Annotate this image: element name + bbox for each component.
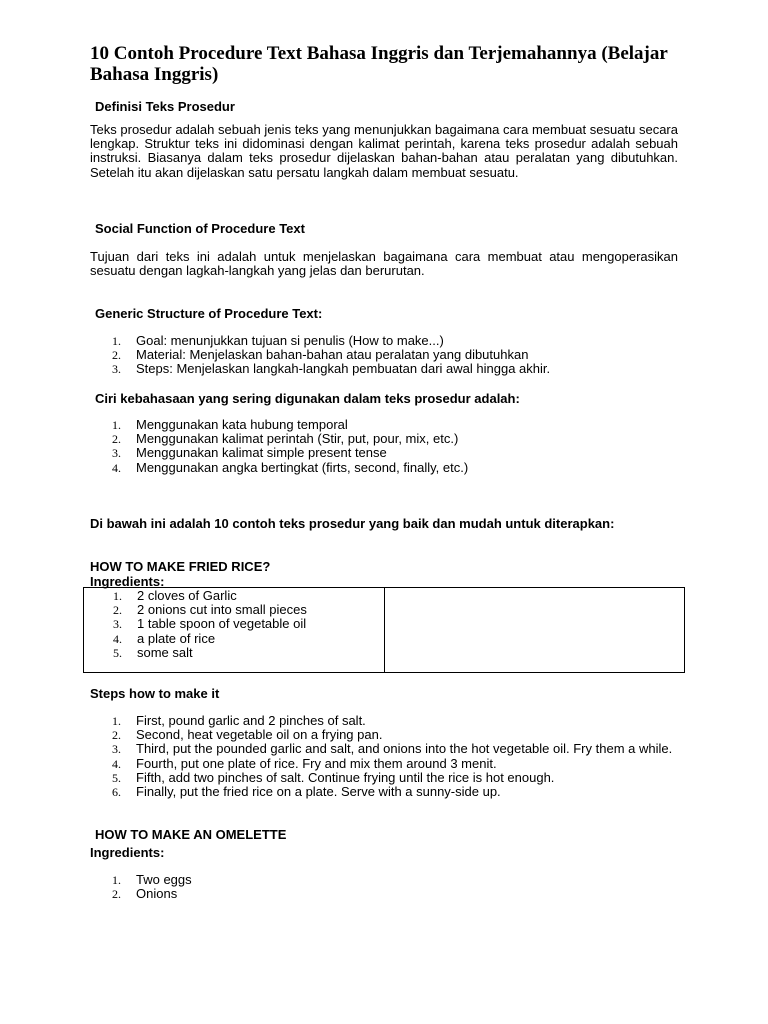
list-text: Material: Menjelaskan bahan-bahan atau peralatan yang dibutuhkan [136, 347, 529, 363]
list-text: Menggunakan angka bertingkat (firts, second, finally, etc.) [136, 459, 469, 475]
omelette-ingredients-list [0, 873, 680, 901]
list-item [0, 334, 680, 348]
omelette-ingredients-label: Ingredients: [90, 845, 165, 860]
language-features-heading: Ciri kebahasaan yang sering digunakan dalam teks prosedur adalah: [95, 391, 520, 406]
list-item [0, 418, 680, 432]
list-number: 1. [112, 873, 121, 887]
list-text: 1 table spoon of vegetable oil [137, 616, 307, 632]
list-number: 1. [112, 418, 121, 432]
examples-intro: Di bawah ini adalah 10 contoh teks prosedur yang baik dan mudah untuk diterapkan: [90, 516, 615, 531]
list-item [1, 646, 381, 660]
list-number: 4. [112, 756, 121, 771]
list-number: 2. [112, 887, 121, 902]
page-title: 10 Contoh Procedure Text Bahasa Inggris dan Terjemahannya (Belajar Bahasa Inggris) [90, 43, 668, 85]
list-text: Goal: menunjukkan tujuan si penulis (How to make...) [136, 333, 444, 348]
list-text: 2 cloves of Garlic [137, 588, 237, 603]
definition-paragraph: Teks prosedur adalah sebuah jenis teks yang menunjukkan bagaimana cara membuat sesuatu secara lengkap. Struktur teks ini didominasi dengan kalimat perintah, karena teks prosedur adalah sebuah instruksi. Biasanya dalam teks prosedur dijelaskan bahan-bahan atau peralatan yang dibutuhkan. Setelah itu akan dijelaskan satu persatu langkah dalam membuat sesuatu. [90, 122, 678, 180]
definition-heading: Definisi Teks Prosedur [95, 99, 235, 114]
fried-rice-steps-label: Steps how to make it [90, 686, 220, 701]
list-item [0, 461, 680, 475]
list-text: Menggunakan kalimat perintah (Stir, put, pour, mix, etc.) [136, 431, 459, 447]
list-item [0, 728, 680, 742]
social-function-paragraph: Tujuan dari teks ini adalah untuk menjelaskan bagaimana cara membuat atau mengoperasikan sesuatu dengan lagkah-langkah yang jelas dan berurutan. [90, 249, 678, 279]
list-item [0, 446, 680, 460]
list-item [1, 603, 381, 617]
list-text: Menggunakan kalimat simple present tense [136, 445, 387, 461]
list-item [0, 785, 680, 799]
list-text: a plate of rice [137, 630, 216, 646]
list-item [0, 771, 680, 785]
list-number: 2. [112, 728, 121, 743]
list-text: Menggunakan kata hubung temporal [136, 417, 348, 432]
list-number: 1. [112, 334, 121, 348]
list-text: some salt [137, 644, 193, 660]
list-text: Two eggs [136, 872, 192, 887]
list-number: 1. [112, 714, 121, 728]
list-text: First, pound garlic and 2 pinches of salt. [136, 713, 366, 728]
list-number: 3. [112, 446, 121, 461]
list-text: 2 onions cut into small pieces [137, 602, 307, 618]
list-item [0, 887, 680, 901]
list-number: 1. [113, 589, 122, 603]
list-number: 3. [112, 362, 121, 377]
fried-rice-ingredients-list [1, 589, 381, 660]
fried-rice-ingredients-table [83, 587, 685, 673]
list-number: 4. [113, 631, 122, 646]
list-item [1, 617, 381, 631]
generic-structure-list [0, 334, 680, 377]
list-number: 6. [112, 785, 121, 800]
omelette-title: HOW TO MAKE AN OMELETTE [95, 827, 287, 842]
fried-rice-title: HOW TO MAKE FRIED RICE? [90, 559, 271, 574]
generic-structure-heading: Generic Structure of Procedure Text: [95, 306, 323, 321]
list-number: 4. [112, 460, 121, 475]
fried-rice-ingredients-label: Ingredients: [90, 574, 165, 589]
list-item [1, 632, 381, 646]
list-number: 2. [113, 603, 122, 618]
list-text: Onions [136, 886, 178, 902]
list-item [0, 714, 680, 728]
list-number: 5. [113, 645, 122, 660]
list-text: Second, heat vegetable oil on a frying pan. [136, 727, 383, 743]
list-text: Third, put the pounded garlic and salt, and onions into the hot vegetable oil. Fry them a while. [136, 741, 673, 757]
list-item [0, 873, 680, 887]
list-item [1, 589, 381, 603]
list-item [0, 348, 680, 362]
table-divider [384, 588, 385, 672]
list-number: 3. [113, 617, 122, 632]
list-item [0, 432, 680, 446]
fried-rice-steps-list [0, 714, 680, 799]
list-item [0, 742, 680, 756]
list-text: Steps: Menjelaskan langkah-langkah pembuatan dari awal hingga akhir. [136, 361, 551, 377]
social-function-heading: Social Function of Procedure Text [95, 221, 305, 236]
list-number: 2. [112, 348, 121, 363]
list-text: Fifth, add two pinches of salt. Continue frying until the rice is hot enough. [136, 769, 555, 785]
language-features-list [0, 418, 680, 475]
list-number: 3. [112, 742, 121, 757]
list-item [0, 757, 680, 771]
list-number: 5. [112, 770, 121, 785]
list-text: Finally, put the fried rice on a plate. Serve with a sunny-side up. [136, 784, 501, 800]
list-item [0, 362, 680, 376]
list-text: Fourth, put one plate of rice. Fry and mix them around 3 menit. [136, 755, 497, 771]
list-number: 2. [112, 432, 121, 447]
